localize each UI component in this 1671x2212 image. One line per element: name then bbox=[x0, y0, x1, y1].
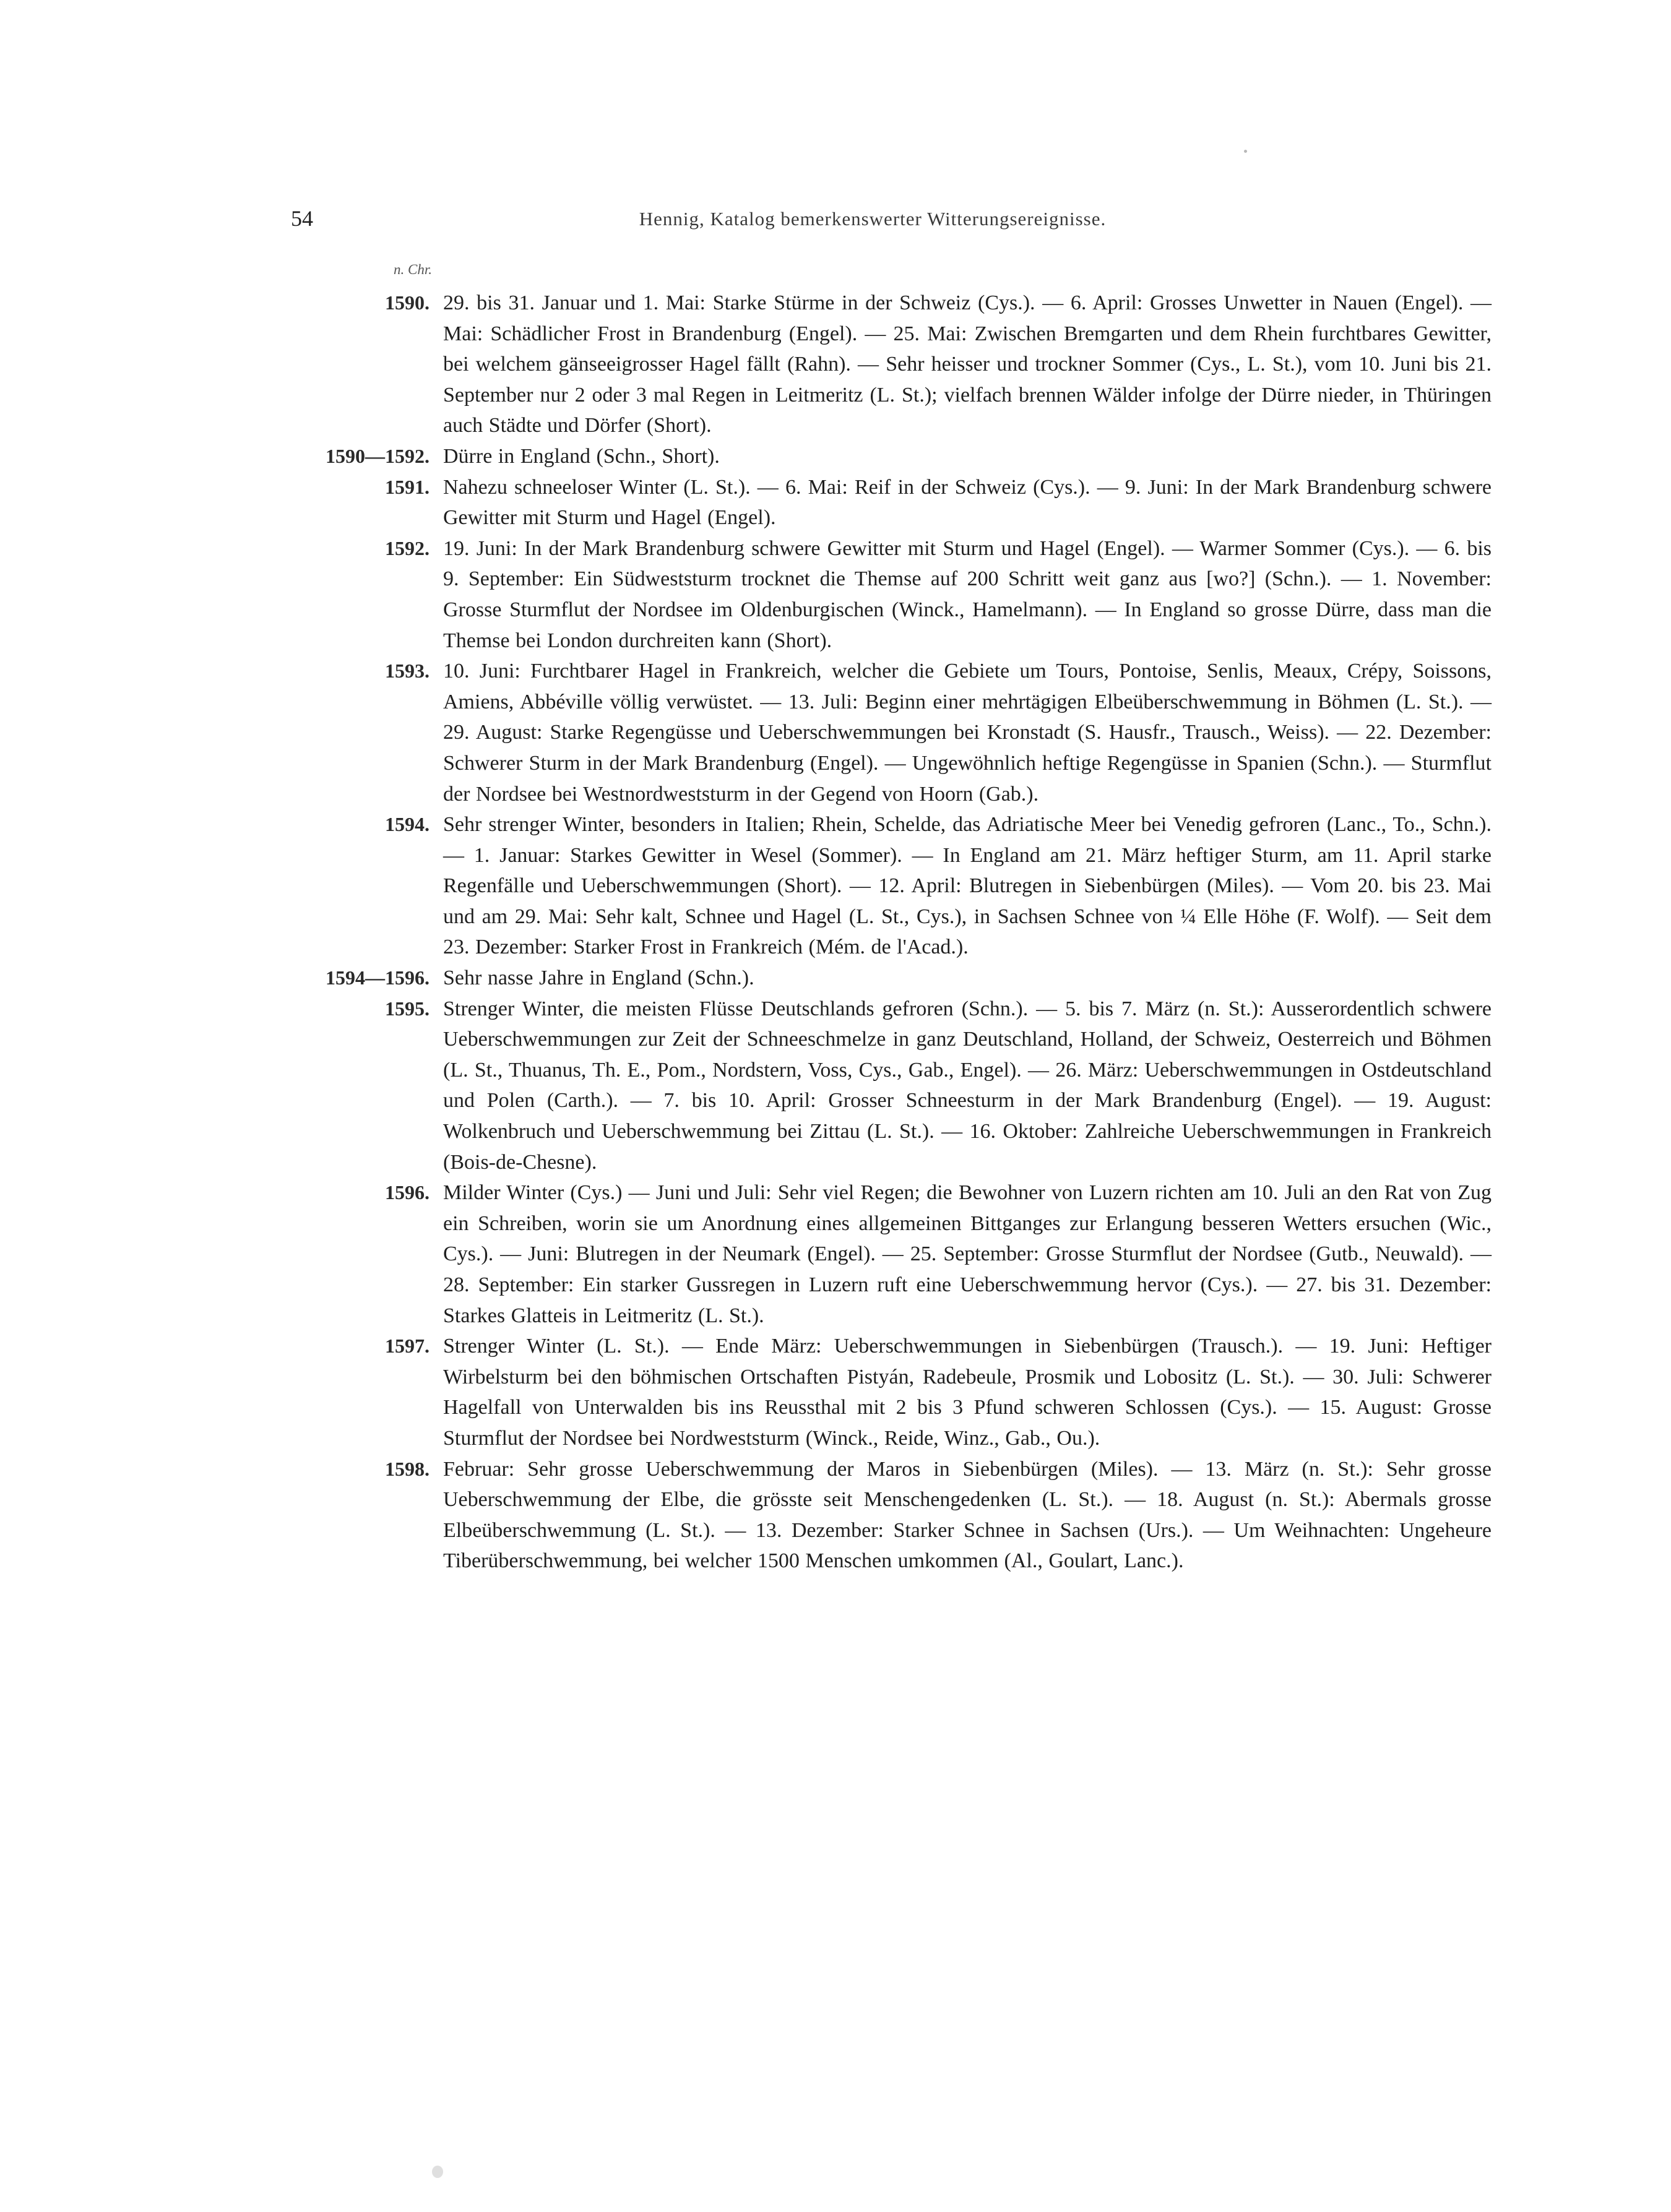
entry-1590-1592 bbox=[266, 441, 1492, 472]
entry-year: 1598. bbox=[385, 1457, 430, 1480]
entry-year: 1592. bbox=[385, 536, 430, 559]
chronicle-entries bbox=[266, 288, 1492, 1577]
entry-text: Strenger Winter, die meisten Flüsse Deutschlands gefroren (Schn.). — 5. bis 7. März (n. St.): Ausserordentlich schwere Ueberschwemmungen zur Zeit der Schneeschmelze in ganz Deutschland, Holland, der Schweiz, Oesterreich und Böhmen (L. St., Thuanus, Th. E., Pom., Nordstern, Voss, Cys., Gab., Engel). — 26. März: Ueberschwemmungen in Ostdeutschland und Polen (Carth.). — 7. bis 10. April: Grosser Schneesturm in der Mark Brandenburg (Engel). — 19. August: Wolkenbruch und Ueberschwemmung bei Zittau (L. St.). — 16. Oktober: Zahlreiche Ueberschwemmungen in Frankreich (Bois-de-Chesne). bbox=[443, 997, 1492, 1174]
era-label: n. Chr. bbox=[394, 262, 432, 277]
library-stamp-mark bbox=[432, 2166, 443, 2178]
entry-year: 1593. bbox=[385, 660, 430, 682]
entry-text: 10. Juni: Furchtbarer Hagel in Frankreich, welcher die Gebiete um Tours, Pontoise, Senlis, Meaux, Crépy, Soissons, Amiens, Abbéville völlig verwüstet. — 13. Juli: Beginn einer mehrtägigen Elbeüberschwemmung in Böhmen (L. St.). — 29. August: Starke Regengüsse und Ueberschwemmungen bei Kronstadt (S. Hausfr., Trausch., Weiss). — 22. Dezember: Schwerer Sturm in der Mark Brandenburg (Engel). — Ungewöhnlich heftige Regengüsse in Spanien (Schn.). — Sturmflut der Nordsee bei Westnordweststurm in der Gegend von Hoorn (Gab.). bbox=[443, 660, 1492, 806]
entry-text: Dürre in England (Schn., Short). bbox=[443, 444, 720, 468]
entry-year: 1595. bbox=[385, 997, 430, 1020]
page-header bbox=[291, 205, 1454, 236]
entry-text: Sehr strenger Winter, besonders in Italien; Rhein, Schelde, das Adriatische Meer bei Venedig gefroren (Lanc., To., Schn.). — 1. Januar: Starkes Gewitter in Wesel (Sommer). — In England am 21. März heftiger Sturm, am 11. April starke Regenfälle und Ueberschwemmungen (Short). — 12. April: Blutregen in Siebenbürgen (Miles). — Vom 20. bis 23. Mai und am 29. Mai: Sehr kalt, Schnee und Hagel (L. St., Cys.), in Sachsen Schnee von ¼ Elle Höhe (F. Wolf). — Seit dem 23. Dezember: Starker Frost in Frankreich (Mém. de l'Acad.). bbox=[443, 813, 1492, 959]
page-number: 54 bbox=[291, 206, 313, 231]
entry-text: Strenger Winter (L. St.). — Ende März: Ueberschwemmungen in Siebenbürgen (Trausch.). — 19. Juni: Heftiger Wirbelsturm bei den böhmischen Ortschaften Pistyán, Radebeule, Prosmik und Lobositz (L. St.). — 30. Juli: Schwerer Hagelfall von Unterwalden bis ins Reussthal mit 2 bis 3 Pfund schweren Schlossen (Cys.). — 15. August: Grosse Sturmflut der Nordsee bei Nordweststurm (Winck., Reide, Winz., Gab., Ou.). bbox=[443, 1335, 1492, 1450]
entry-text: Nahezu schneeloser Winter (L. St.). — 6. Mai: Reif in der Schweiz (Cys.). — 9. Juni: In der Mark Brandenburg schwere Gewitter mit Sturm und Hagel (Engel). bbox=[443, 475, 1492, 530]
entry-1596 bbox=[266, 1177, 1492, 1331]
entry-year: 1596. bbox=[385, 1181, 430, 1204]
entry-text: Milder Winter (Cys.) — Juni und Juli: Sehr viel Regen; die Bewohner von Luzern richten am 10. Juli an den Rat von Zug ein Schreiben, worin sie um Anordnung eines allgemeinen Bittganges zur Erlangung besseren Wetters ersuchen (Wic., Cys.). — Juni: Blutregen in der Neumark (Engel). — 25. September: Grosse Sturmflut der Nordsee (Gutb., Neuwald). — 28. September: Ein starker Gussregen in Luzern ruft eine Ueberschwemmung hervor (Cys.). — 27. bis 31. Dezember: Starkes Glatteis in Leitmeritz (L. St.). bbox=[443, 1181, 1492, 1327]
entry-1598 bbox=[266, 1454, 1492, 1577]
entry-text: 19. Juni: In der Mark Brandenburg schwere Gewitter mit Sturm und Hagel (Engel). — Warmer Sommer (Cys.). — 6. bis 9. September: Ein Südweststurm trocknet die Themse auf 200 Schritt weit ganz aus [wo?] (Schn.). — 1. November: Grosse Sturmflut der Nordsee im Oldenburgischen (Winck., Hamelmann). — In England so grosse Dürre, dass man die Themse bei London durchreiten kann (Short). bbox=[443, 536, 1492, 652]
running-title: Hennig, Katalog bemerkenswerter Witterungsereignisse. bbox=[639, 208, 1107, 230]
entry-1594 bbox=[266, 809, 1492, 963]
entry-year: 1597. bbox=[385, 1335, 430, 1358]
entry-year: 1594. bbox=[385, 813, 430, 836]
entry-1590 bbox=[266, 288, 1492, 441]
entry-year: 1590—1592. bbox=[326, 444, 430, 467]
entry-1594-1596 bbox=[266, 963, 1492, 994]
entry-1591 bbox=[266, 472, 1492, 533]
entry-year: 1594—1596. bbox=[326, 966, 430, 989]
entry-1595 bbox=[266, 994, 1492, 1178]
entry-year: 1591. bbox=[385, 475, 430, 498]
entry-text: 29. bis 31. Januar und 1. Mai: Starke Stürme in der Schweiz (Cys.). — 6. April: Grosses Unwetter in Nauen (Engel). — Mai: Schädlicher Frost in Brandenburg (Engel). — 25. Mai: Zwischen Bremgarten und dem Rhein furchtbares Gewitter, bei welchem gänseeigrosser Hagel fällt (Rahn). — Sehr heisser und trockner Sommer (Cys., L. St.), vom 10. Juni bis 21. September nur 2 oder 3 mal Regen in Leitmeritz (L. St.); vielfach brennen Wälder infolge der Dürre nieder, in Thüringen auch Städte und Dörfer (Short). bbox=[443, 291, 1492, 437]
entry-text: Februar: Sehr grosse Ueberschwemmung der Maros in Siebenbürgen (Miles). — 13. März (n. St.): Sehr grosse Ueberschwemmung der Elbe, die grösste seit Menschengedenken (L. St.). — 18. August (n. St.): Abermals grosse Elbeüberschwemmung (L. St.). — 13. Dezember: Starker Schnee in Sachsen (Urs.). — Um Weihnachten: Ungeheure Tiberüberschwemmung, bei welcher 1500 Menschen umkommen (Al., Goulart, Lanc.). bbox=[443, 1457, 1492, 1573]
entry-year: 1590. bbox=[385, 291, 430, 314]
entry-text: Sehr nasse Jahre in England (Schn.). bbox=[443, 966, 754, 990]
entry-1597 bbox=[266, 1331, 1492, 1453]
entry-1593 bbox=[266, 656, 1492, 809]
entry-1592 bbox=[266, 533, 1492, 656]
paper-speck bbox=[1244, 150, 1247, 153]
